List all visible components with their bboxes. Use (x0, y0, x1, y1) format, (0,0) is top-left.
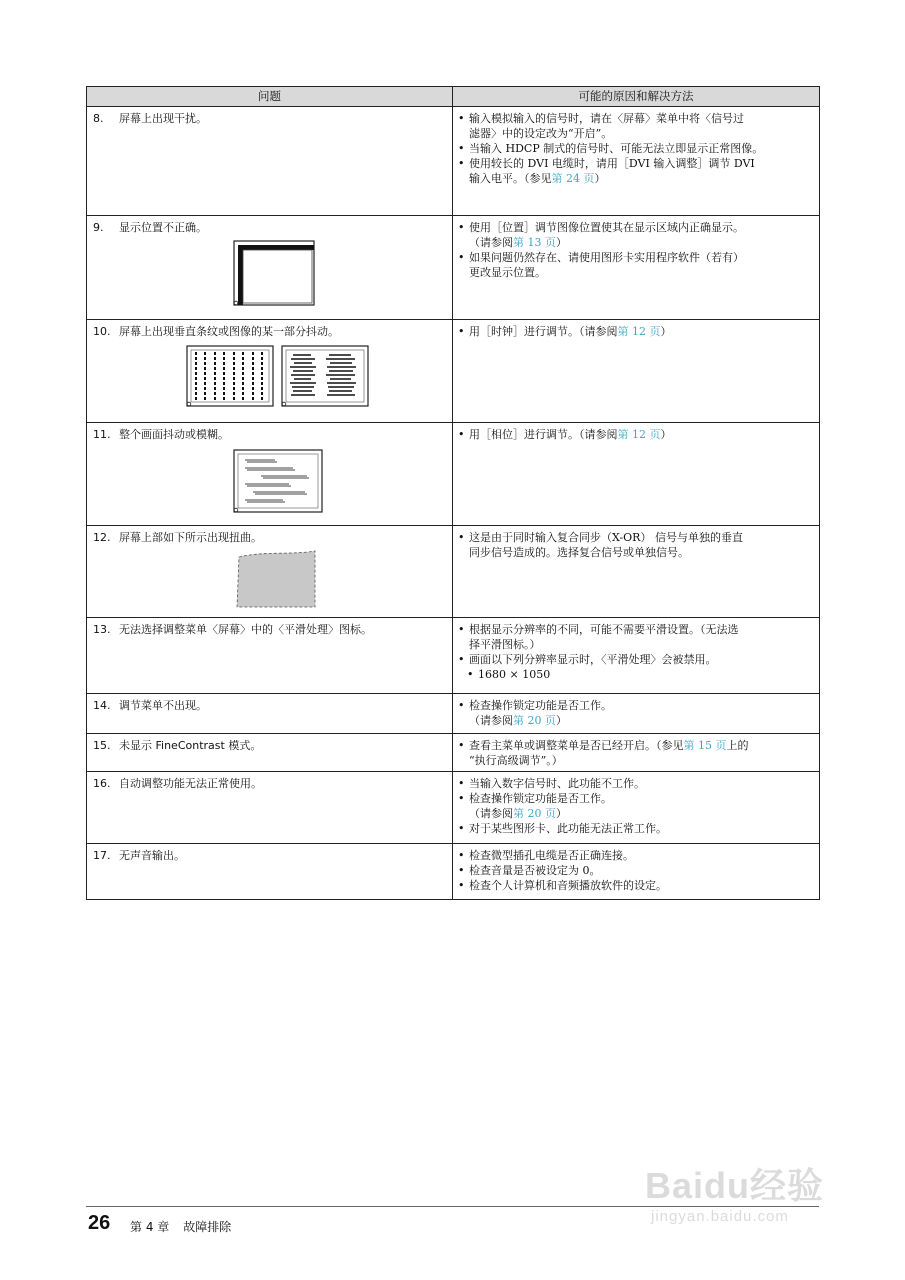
problem-text: 屏幕上出现干扰。 (119, 112, 207, 125)
row-number: 14. (93, 699, 111, 712)
solution-item: • 检查个人计算机和音频播放软件的设定。 (458, 878, 811, 893)
page-link[interactable]: 第 12 页 (617, 428, 661, 441)
solution-item: • 检查操作锁定功能是否工作。 (458, 698, 811, 713)
solution-item: “执行高级调节”。） (469, 754, 563, 767)
problem-cell (87, 694, 453, 734)
vertical-bars-illustration (93, 341, 447, 411)
table-row (87, 772, 820, 844)
table-row (87, 618, 820, 694)
table-row (87, 694, 820, 734)
table-row (87, 423, 820, 526)
row-number: 10. (93, 325, 111, 338)
row-number: 12. (93, 531, 111, 544)
solution-item: （请参阅第 13 页） (469, 236, 567, 249)
watermark-url: jingyan.baidu.com (651, 1208, 789, 1225)
watermark-brand: Baidu经验 (645, 1165, 825, 1206)
page-link[interactable]: 第 24 页 (551, 172, 595, 185)
solution-item: • 检查操作锁定功能是否工作。 (458, 791, 811, 806)
solution-item: • 使用较长的 DVI 电缆时，请用［DVI 输入调整］调节 DVI (458, 156, 811, 171)
problem-text: 显示位置不正确。 (119, 221, 207, 234)
solution-item: • 用［时钟］进行调节。（请参阅第 12 页） (458, 324, 811, 339)
page-link[interactable]: 第 12 页 (617, 325, 661, 338)
problem-text: 屏幕上出现垂直条纹或图像的某一部分抖动。 (119, 325, 339, 338)
row-number: 13. (93, 623, 111, 636)
page-number: 26 (88, 1212, 111, 1234)
solution-item: • 使用［位置］调节图像位置使其在显示区域内正确显示。 (458, 220, 811, 235)
table-row (87, 107, 820, 216)
baidu-watermark (645, 1158, 855, 1238)
solution-cell (453, 423, 820, 526)
solution-item: • 这是由于同时输入复合同步（X-OR） 信号与单独的垂直 (458, 530, 811, 545)
row-number: 11. (93, 428, 111, 441)
page-link[interactable]: 第 20 页 (513, 714, 556, 727)
solution-item: 滤器〉中的设定改为“开启”。 (469, 127, 613, 140)
solution-item: （请参阅第 20 页） (469, 714, 567, 727)
page-link[interactable]: 第 15 页 (683, 739, 727, 752)
solution-item: 更改显示位置。 (469, 266, 546, 279)
header-solution: 可能的原因和解决方法 (453, 87, 820, 107)
position-offset-illustration (93, 237, 447, 309)
row-number: 17. (93, 849, 111, 862)
solution-cell (453, 772, 820, 844)
table-row (87, 734, 820, 772)
solution-cell (453, 107, 820, 216)
solution-cell (453, 320, 820, 423)
page-link[interactable]: 第 20 页 (513, 807, 556, 820)
solution-item: 择平滑图标。） (469, 638, 541, 651)
solution-item: • 用［相位］进行调节。（请参阅第 12 页） (458, 427, 811, 442)
problem-text: 自动调整功能无法正常使用。 (119, 777, 262, 790)
solution-item: • 查看主菜单或调整菜单是否已经开启。（参见第 15 页上的 (458, 738, 811, 753)
problem-cell (87, 216, 453, 320)
solution-cell (453, 216, 820, 320)
solution-cell (453, 618, 820, 694)
problem-cell (87, 423, 453, 526)
table-row (87, 320, 820, 423)
chapter-label: 第 4 章 (130, 1220, 170, 1234)
solution-cell (453, 844, 820, 900)
troubleshooting-table (86, 86, 820, 900)
header-problem: 问题 (87, 87, 453, 107)
solution-item: • 检查微型插孔电缆是否正确连接。 (458, 848, 811, 863)
solution-item: • 画面以下列分辨率显示时，〈平滑处理〉会被禁用。 (458, 652, 811, 667)
problem-text: 屏幕上部如下所示出现扭曲。 (119, 531, 262, 544)
row-number: 8. (93, 112, 104, 125)
chapter-title: 故障排除 (183, 1220, 232, 1234)
solution-cell (453, 734, 820, 772)
problem-text: 整个画面抖动或模糊。 (119, 428, 229, 441)
problem-text: 未显示 FineContrast 模式。 (119, 739, 262, 752)
table-row (87, 216, 820, 320)
row-number: 9. (93, 221, 104, 234)
row-number: 16. (93, 777, 111, 790)
distortion-illustration (93, 547, 447, 613)
solution-item: （请参阅第 20 页） (469, 807, 567, 820)
problem-cell (87, 772, 453, 844)
solution-item: • 当输入数字信号时、此功能不工作。 (458, 776, 811, 791)
problem-text: 无法选择调整菜单〈屏幕〉中的〈平滑处理〉图标。 (119, 623, 372, 636)
solution-cell (453, 526, 820, 618)
problem-cell (87, 618, 453, 694)
blurred-screen-illustration (93, 444, 447, 514)
problem-cell (87, 734, 453, 772)
solution-item: 同步信号造成的。选择复合信号或单独信号。 (469, 546, 689, 559)
solution-item: 输入电平。（参见第 24 页） (469, 172, 606, 185)
table-header-row (87, 87, 820, 107)
solution-item: • 输入模拟输入的信号时，请在〈屏幕〉菜单中将〈信号过 (458, 111, 811, 126)
solution-item: • 根据显示分辨率的不同，可能不需要平滑设置。（无法选 (458, 622, 811, 637)
table-row (87, 844, 820, 900)
problem-text: 无声音输出。 (119, 849, 185, 862)
problem-cell (87, 844, 453, 900)
problem-text: 调节菜单不出现。 (119, 699, 207, 712)
problem-cell (87, 320, 453, 423)
problem-cell (87, 526, 453, 618)
page-link[interactable]: 第 13 页 (513, 236, 556, 249)
solution-item: • 如果问题仍然存在、请使用图形卡实用程序软件（若有） (458, 250, 811, 265)
table-row (87, 526, 820, 618)
problem-cell (87, 107, 453, 216)
solution-item: • 1680 × 1050 (458, 667, 811, 682)
solution-item: • 当输入 HDCP 制式的信号时、可能无法立即显示正常图像。 (458, 141, 811, 156)
solution-item: • 对于某些图形卡、此功能无法正常工作。 (458, 821, 811, 836)
row-number: 15. (93, 739, 111, 752)
solution-cell (453, 694, 820, 734)
solution-item: • 检查音量是否被设定为 0。 (458, 863, 811, 878)
chapter-heading (130, 1218, 235, 1235)
